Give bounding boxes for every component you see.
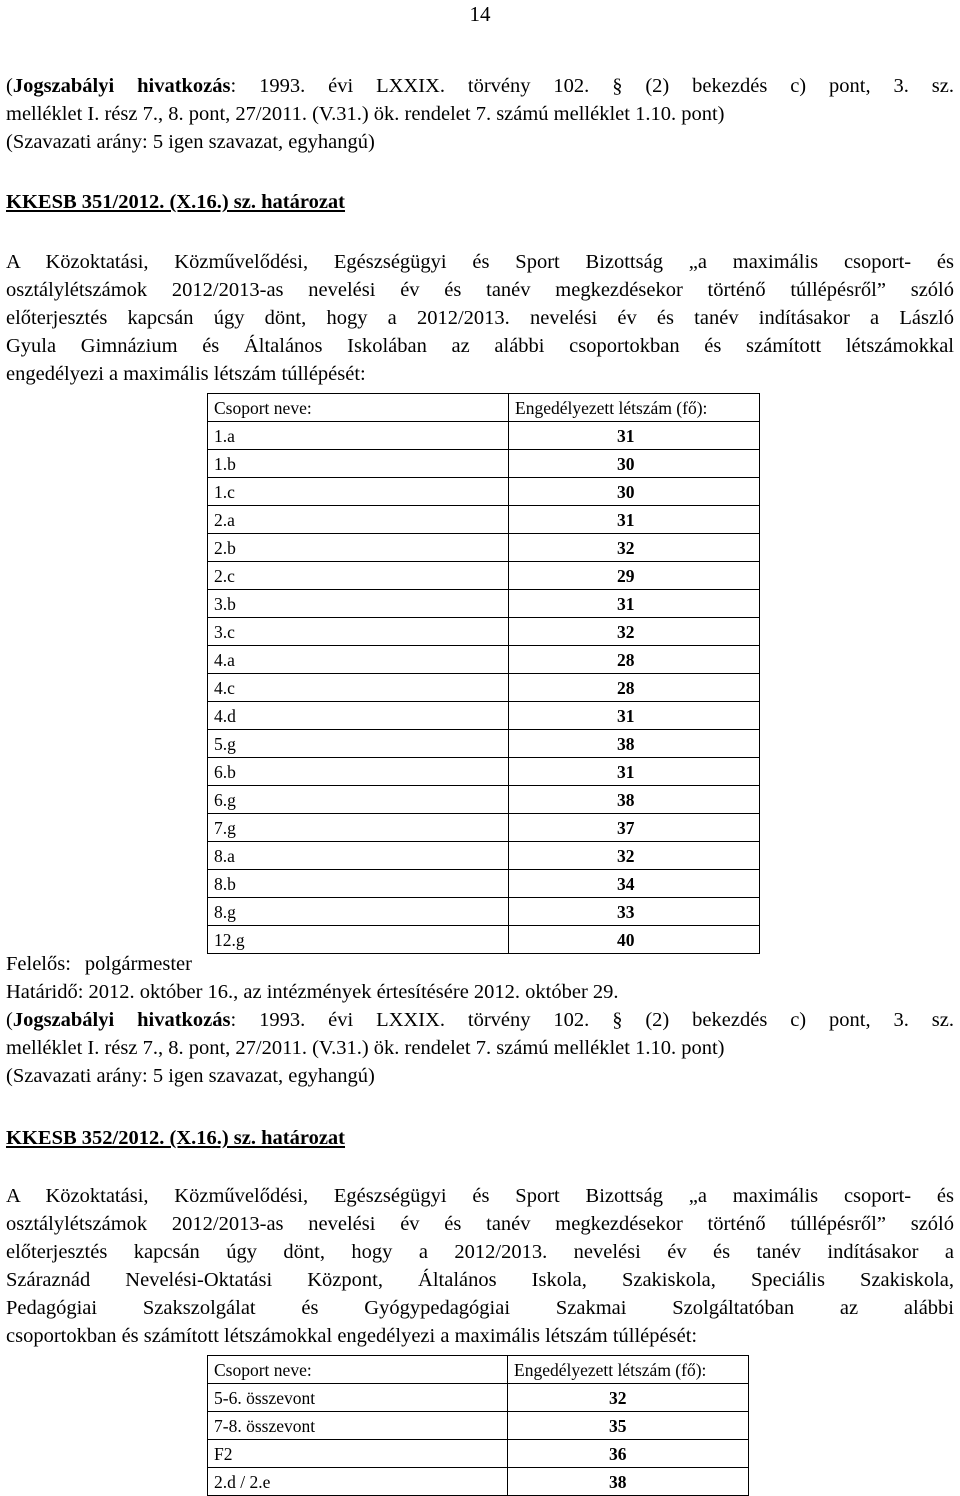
approved-count-cell: 34	[509, 870, 760, 898]
legal-reference-text: : 1993. évi LXXIX. törvény 102. § (2) bekezdés c) pont, 3. sz.	[230, 1009, 954, 1031]
table-row	[208, 618, 760, 646]
group-name-cell: 4.c	[208, 674, 509, 702]
table-row	[208, 842, 760, 870]
body-line: Gyula Gimnázium és Általános Iskolában az alábbi csoportokban és számított létszámokkal	[6, 335, 954, 357]
table-row	[208, 758, 760, 786]
deadline-label: Határidő:	[6, 981, 84, 1003]
approved-count-cell: 32	[509, 842, 760, 870]
table-row	[208, 898, 760, 926]
vote-ratio: (Szavazati arány: 5 igen szavazat, egyhangú)	[6, 1065, 375, 1087]
deadline-line	[6, 978, 954, 1006]
approved-count-cell: 38	[509, 786, 760, 814]
group-name-cell: 3.b	[208, 590, 509, 618]
approved-count-cell: 36	[508, 1440, 749, 1468]
approved-count-cell: 30	[509, 450, 760, 478]
approved-count-cell: 37	[509, 814, 760, 842]
table-row	[208, 786, 760, 814]
group-name-cell: 6.b	[208, 758, 509, 786]
table-header-row	[208, 1356, 749, 1384]
legal-reference-block-1	[6, 72, 954, 156]
table-row	[208, 1468, 749, 1496]
approved-count-cell: 31	[509, 758, 760, 786]
group-name-cell: 2.a	[208, 506, 509, 534]
header-group-name: Csoport neve:	[208, 1356, 508, 1384]
group-name-cell: 2.b	[208, 534, 509, 562]
group-name-cell: 5.g	[208, 730, 509, 758]
resolution-352-title	[6, 1124, 954, 1152]
paren-open: (	[6, 75, 13, 97]
group-name-cell: 1.a	[208, 422, 509, 450]
group-name-cell: 8.b	[208, 870, 509, 898]
table-row	[208, 562, 760, 590]
body-line: előterjesztés kapcsán úgy dönt, hogy a 2012/2013. nevelési év és tanév indításakor a László	[6, 307, 954, 329]
group-name-cell: 4.d	[208, 702, 509, 730]
table-row	[208, 730, 760, 758]
legal-reference-line-1	[6, 72, 954, 100]
group-name-cell: 12.g	[208, 926, 509, 954]
group-headcount-table-351	[207, 393, 760, 954]
group-name-cell: F2	[208, 1440, 508, 1468]
approved-count-cell: 32	[509, 618, 760, 646]
approved-count-cell: 35	[508, 1412, 749, 1440]
legal-reference-line-2: melléklet I. rész 7., 8. pont, 27/2011. (V.31.) ök. rendelet 7. számú melléklet 1.10. pont)	[6, 103, 725, 125]
table-row	[208, 1384, 749, 1412]
approved-count-cell: 31	[509, 590, 760, 618]
approved-count-cell: 28	[509, 646, 760, 674]
body-line: osztálylétszámok 2012/2013-as nevelési év és tanév megkezdésekor történő túllépésről” szóló	[6, 279, 954, 301]
table-row	[208, 870, 760, 898]
table-row	[208, 814, 760, 842]
resolution-351-footer	[6, 950, 954, 1090]
table-row	[208, 702, 760, 730]
group-name-cell: 6.g	[208, 786, 509, 814]
approved-count-cell: 29	[509, 562, 760, 590]
deadline-value: 2012. október 16., az intézmények értesítésére 2012. október 29.	[83, 981, 619, 1003]
resolution-title-text: KKESB 351/2012. (X.16.) sz. határozat	[6, 191, 346, 213]
body-line: osztálylétszámok 2012/2013-as nevelési év és tanév megkezdésekor történő túllépésről” szóló	[6, 1213, 954, 1235]
table-row	[208, 1440, 749, 1468]
table-row	[208, 674, 760, 702]
resolution-351-body	[6, 248, 954, 388]
approved-count-cell: 31	[509, 422, 760, 450]
group-name-cell: 4.a	[208, 646, 509, 674]
body-line: Pedagógiai Szakszolgálat és Gyógypedagógiai Szakmai Szolgáltatóban az alábbi	[6, 1297, 954, 1319]
legal-reference-line-2: melléklet I. rész 7., 8. pont, 27/2011. (V.31.) ök. rendelet 7. számú melléklet 1.10. pont)	[6, 1037, 725, 1059]
group-name-cell: 7.g	[208, 814, 509, 842]
approved-count-cell: 30	[509, 478, 760, 506]
legal-reference-label: Jogszabályi hivatkozás	[12, 75, 231, 97]
approved-count-cell: 31	[509, 506, 760, 534]
table-row	[208, 646, 760, 674]
group-name-cell: 1.b	[208, 450, 509, 478]
header-approved-count: Engedélyezett létszám (fő):	[508, 1356, 749, 1384]
page-number: 14	[469, 2, 491, 26]
table-row	[208, 422, 760, 450]
approved-count-cell: 32	[508, 1384, 749, 1412]
body-line-last: csoportokban és számított létszámokkal engedélyezi a maximális létszám túllépését:	[6, 1325, 698, 1347]
paren-open: (	[6, 1009, 13, 1031]
legal-reference-line-1	[6, 1006, 954, 1034]
table-row	[208, 534, 760, 562]
approved-count-cell: 33	[509, 898, 760, 926]
group-name-cell: 7-8. összevont	[208, 1412, 508, 1440]
group-name-cell: 3.c	[208, 618, 509, 646]
table-row	[208, 506, 760, 534]
table-header-row	[208, 394, 760, 422]
resolution-352-body	[6, 1182, 954, 1350]
group-name-cell: 1.c	[208, 478, 509, 506]
table-row	[208, 450, 760, 478]
body-line: A Közoktatási, Közművelődési, Egészségügyi és Sport Bizottság „a maximális csoport- és	[6, 1185, 954, 1207]
responsible-value: polgármester	[84, 953, 192, 975]
resolution-title-text: KKESB 352/2012. (X.16.) sz. határozat	[6, 1127, 346, 1149]
approved-count-cell: 40	[509, 926, 760, 954]
header-group-name: Csoport neve:	[208, 394, 509, 422]
group-name-cell: 2.c	[208, 562, 509, 590]
body-line: előterjesztés kapcsán úgy dönt, hogy a 2012/2013. nevelési év és tanév indításakor a	[6, 1241, 954, 1263]
body-line-last: engedélyezi a maximális létszám túllépését:	[6, 363, 366, 385]
vote-ratio: (Szavazati arány: 5 igen szavazat, egyhangú)	[6, 131, 375, 153]
body-line: Száraznád Nevelési-Oktatási Központ, Általános Iskola, Szakiskola, Speciális Szakiskola,	[6, 1269, 954, 1291]
table-row	[208, 590, 760, 618]
group-name-cell: 2.d / 2.e	[208, 1468, 508, 1496]
group-headcount-table-352	[207, 1355, 749, 1496]
approved-count-cell: 31	[509, 702, 760, 730]
group-name-cell: 8.a	[208, 842, 509, 870]
responsible-line	[6, 950, 954, 978]
legal-reference-text: : 1993. évi LXXIX. törvény 102. § (2) bekezdés c) pont, 3. sz.	[230, 75, 954, 97]
responsible-label: Felelős:	[6, 953, 71, 975]
approved-count-cell: 28	[509, 674, 760, 702]
resolution-351-title	[6, 188, 954, 216]
group-name-cell: 5-6. összevont	[208, 1384, 508, 1412]
table-row	[208, 478, 760, 506]
legal-reference-label: Jogszabályi hivatkozás	[12, 1009, 231, 1031]
body-line: A Közoktatási, Közművelődési, Egészségügyi és Sport Bizottság „a maximális csoport- és	[6, 251, 954, 273]
approved-count-cell: 32	[509, 534, 760, 562]
header-approved-count: Engedélyezett létszám (fő):	[509, 394, 760, 422]
approved-count-cell: 38	[509, 730, 760, 758]
approved-count-cell: 38	[508, 1468, 749, 1496]
table-row	[208, 1412, 749, 1440]
group-name-cell: 8.g	[208, 898, 509, 926]
